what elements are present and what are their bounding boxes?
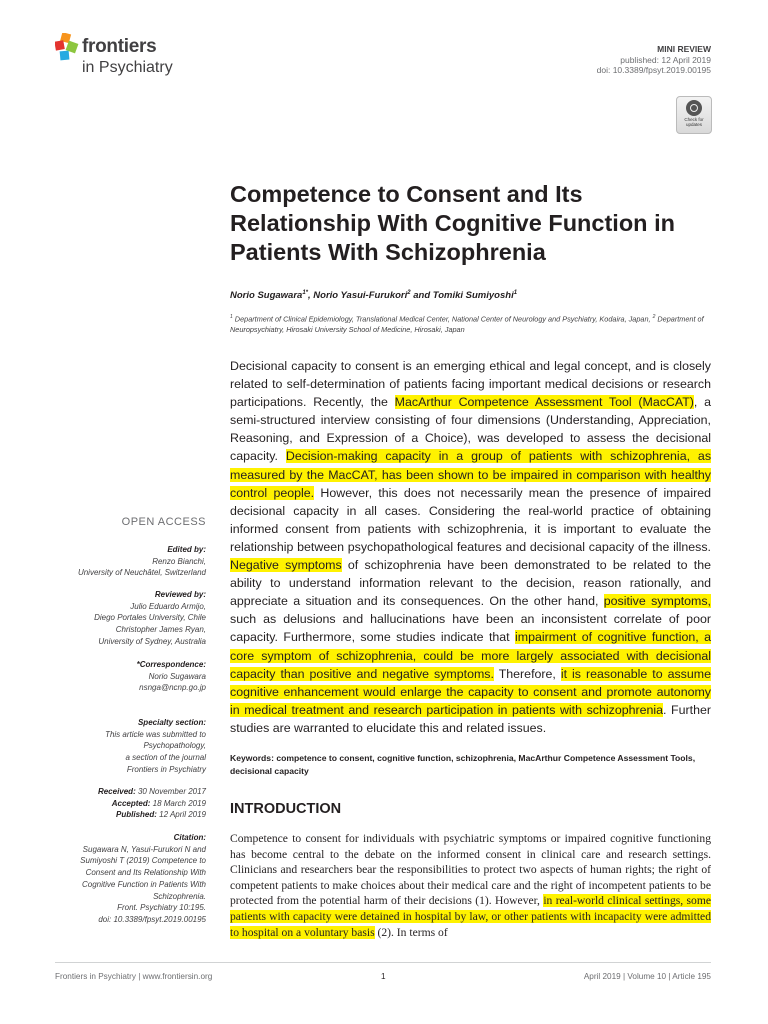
specialty-line: Psychopathology,	[143, 741, 206, 751]
affiliation-sup: 1	[230, 314, 233, 320]
author-list	[230, 290, 517, 301]
text-run: , a semi-structured interview consisting of four dimensions (Understanding, Appreciation, Reasoning, and Expression of a Choice), was developed to assess the decisional capacity.	[230, 395, 712, 464]
text-run: (2). In terms of	[374, 925, 448, 939]
highlighted-text: MacArthur Competence Assessment Tool (MacCAT)	[394, 395, 694, 410]
correspondence	[40, 659, 206, 694]
highlighted-text: it is reasonable to assume cognitive enhancement would enlarge the capacity to consent and promote autonomy in medical treatment and research participation in patients with schizophrenia	[230, 666, 711, 717]
citation-line: Sugawara N, Yasui-Furukori N and	[82, 844, 206, 854]
specialty-line: Frontiers in Psychiatry	[126, 764, 206, 774]
reviewer-affiliation: University of Sydney, Australia	[98, 636, 206, 646]
correspondence-label: *Correspondence:	[136, 660, 206, 669]
reviewed-by	[40, 589, 206, 648]
abstract	[230, 357, 711, 737]
logo-text-journal: in Psychiatry	[82, 59, 173, 76]
highlighted-text: impairment of cognitive function, a core symptom of schizophrenia, could be more largely associated with decisional capacity than positive and negative symptoms.	[230, 630, 711, 681]
article-type: MINI REVIEW	[657, 44, 711, 54]
accepted-label: Accepted:	[111, 798, 151, 808]
received-label: Received:	[97, 787, 136, 796]
check-for-updates-badge[interactable]	[676, 96, 712, 134]
editor-affiliation: University of Neuchâtel, Switzerland	[77, 568, 206, 578]
author-separator: and	[410, 290, 433, 302]
received-date: 30 November 2017	[135, 787, 206, 796]
highlighted-text: Negative symptoms	[230, 558, 342, 573]
footer-issue: April 2019 | Volume 10 | Article 195	[583, 972, 711, 981]
reviewed-by-label: Reviewed by:	[154, 590, 206, 599]
author-affiliation-sup: 2	[407, 290, 411, 296]
citation-line: Schizophrenia.	[153, 891, 206, 901]
highlighted-text: Decision-making capacity in a group of patients with schizophrenia, as measured by the MacCAT, has been shown to be impaired in comparison with healthy control people.	[230, 449, 712, 500]
keywords: Keywords: competence to consent, cognitive function, schizophrenia, MacArthur Competence Assessment Tools, decisional capacity	[230, 753, 696, 776]
affiliations	[230, 312, 716, 335]
footer-divider	[55, 962, 711, 963]
citation	[40, 832, 206, 926]
footer-journal-link[interactable]: Frontiers in Psychiatry | www.frontiersin.org	[55, 972, 213, 981]
text-run: of schizophrenia have been demonstrated to be related to the ability to understand information relevant to the decision, reason rationally, and appreciate a situation and its consequences. On the other hand,	[230, 558, 711, 609]
reviewer-name[interactable]: Christopher James Ryan,	[115, 625, 206, 635]
specialty-section	[40, 717, 206, 776]
text-run: Therefore,	[493, 666, 561, 681]
author-name[interactable]: Norio Sugawara	[230, 290, 303, 302]
author-affiliation-sup: 1*	[302, 290, 308, 296]
reviewer-name[interactable]: Julio Eduardo Armijo,	[130, 601, 206, 611]
highlighted-text: in real-world clinical settings, some patients with capacity were detained in hospital by law, or other patients with incapacity were admitted to hospital on a voluntary basis	[230, 894, 712, 939]
article-title: Competence to Consent and Its Relationship With Cognitive Function in Patients With Schizophrenia	[230, 181, 675, 265]
open-access-label: OPEN ACCESS	[121, 516, 206, 528]
text-run: . Further studies are warranted to elucidate this and related issues.	[230, 702, 711, 735]
section-heading-introduction: INTRODUCTION	[230, 801, 342, 817]
edited-by-label: Edited by:	[167, 545, 206, 554]
affiliation-1: Department of Clinical Epidemiology, Translational Medical Center, National Center of Neurology and Psychiatry, Kodaira, Japan,	[232, 314, 653, 324]
check-updates-icon	[686, 100, 702, 116]
dates	[40, 786, 206, 821]
specialty-line: a section of the journal	[125, 753, 206, 763]
specialty-label: Specialty section:	[137, 718, 206, 727]
published-date: published: 12 April 2019	[620, 54, 711, 65]
citation-line: Consent and Its Relationship With	[85, 868, 206, 878]
text-run: However, this does not necessarily mean the presence of impaired decisional capacity in all cases. Considering the real-world practice of obtaining informed consent from patients with schizophrenia, it is important to evaluate the relationship between psychopathological features and decisional capacity of the illness.	[230, 485, 711, 554]
article-meta	[597, 44, 711, 76]
published-date-side: 12 April 2019	[156, 810, 206, 820]
page-number: 1	[381, 972, 386, 981]
highlighted-text: positive symptoms,	[603, 594, 711, 609]
article-doi[interactable]: doi: 10.3389/fpsyt.2019.00195	[596, 65, 711, 75]
citation-line: Sumiyoshi T (2019) Competence to	[80, 856, 206, 866]
author-affiliation-sup: 1	[513, 290, 518, 296]
logo-text-frontiers: frontiers	[82, 36, 157, 57]
text-run: Competence to consent for individuals with psychiatric symptoms or impaired cognitive functioning has become central to the debate on the informed consent in clinical care and research settings. Clinicians and researchers bear the responsibilities to protect two aspects of human rights; the right of competent patients to make choices about their medical care and the right of incompetent patients to be protected from the potential harm of their decisions (1). However,	[230, 832, 711, 908]
affiliation-sup: 2	[652, 314, 656, 320]
citation-doi[interactable]: doi: 10.3389/fpsyt.2019.00195	[98, 914, 206, 924]
edited-by	[40, 544, 206, 579]
author-separator: ,	[308, 290, 314, 302]
editor-name[interactable]: Renzo Bianchi,	[152, 556, 206, 566]
citation-label: Citation:	[173, 833, 206, 842]
citation-line: Front. Psychiatry 10:195.	[117, 903, 206, 913]
check-updates-line1: Check for	[684, 117, 704, 122]
correspondence-email[interactable]: nsnga@ncnp.go.jp	[139, 683, 206, 693]
text-run: Decisional capacity to consent is an emerging ethical and legal concept, and is closely related to self-determination of patients facing important medical decisions or research participations. Recently, the	[230, 359, 711, 410]
text-run: such as delusions and hallucinations have been an inconsistent correlate of poor capacity. Furthermore, some studies indicate that	[230, 612, 711, 645]
accepted-date: 18 March 2019	[150, 798, 206, 808]
correspondence-name: Norio Sugawara	[148, 671, 206, 681]
specialty-line: This article was submitted to	[105, 729, 206, 739]
frontiers-logo-icon	[55, 33, 81, 63]
author-name[interactable]: Tomiki Sumiyoshi	[432, 290, 514, 302]
affiliation-2: Department of Neuropsychiatry, Hirosaki University School of Medicine, Hirosaki, Japan	[230, 314, 704, 335]
published-label: Published:	[116, 810, 157, 820]
reviewer-affiliation: Diego Portales University, Chile	[94, 613, 206, 623]
check-updates-line2: updates	[685, 122, 702, 127]
citation-line: Cognitive Function in Patients With	[82, 879, 206, 889]
introduction-text	[230, 831, 711, 940]
author-name[interactable]: Norio Yasui-Furukori	[313, 290, 408, 302]
journal-logo[interactable]	[55, 33, 195, 77]
